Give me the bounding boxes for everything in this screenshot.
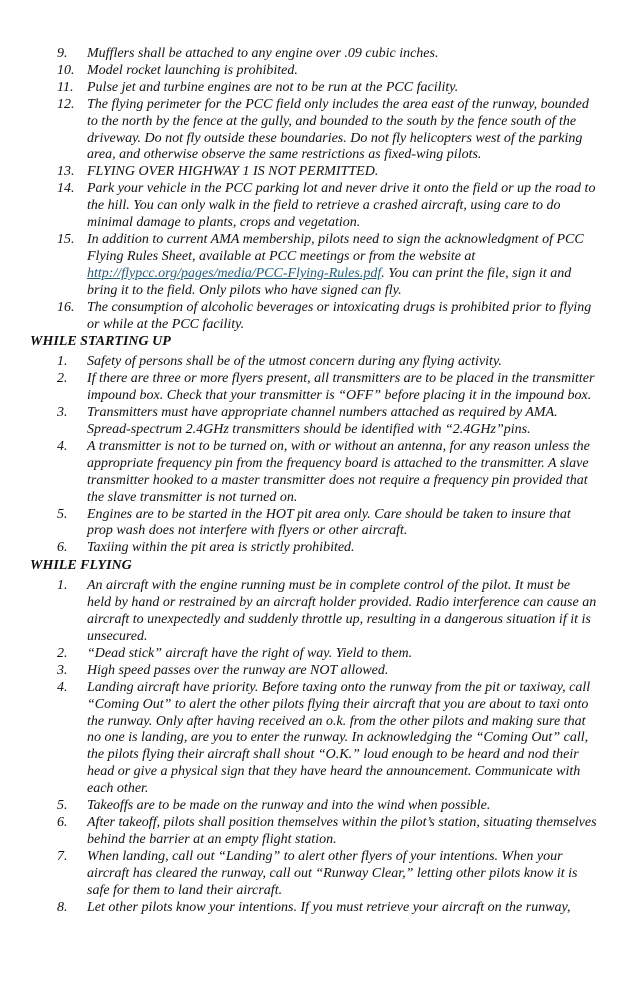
list-item — [0, 798, 638, 815]
item-number: 6. — [57, 540, 68, 556]
list-item — [0, 181, 638, 232]
list-item — [0, 646, 638, 663]
list-item — [0, 540, 638, 557]
list-item — [0, 405, 638, 439]
item-number: 2. — [57, 645, 68, 661]
item-text: Takeoffs are to be made on the runway and into the wind when possible. — [87, 798, 491, 814]
item-text: Taxiing within the pit area is strictly prohibited. — [87, 540, 355, 556]
item-text: Safety of persons shall be of the utmost concern during any flying activity. — [87, 354, 502, 370]
item-text-after-link: . You can print the file, sign it and bring it to the field. Only pilots who have signed can fly. — [87, 265, 572, 298]
item-text — [87, 232, 597, 300]
item-number: 12. — [57, 96, 75, 112]
item-number: 3. — [57, 662, 68, 678]
rules-list-continued — [0, 46, 638, 333]
item-number: 7. — [57, 848, 68, 864]
list-item — [0, 232, 638, 300]
item-number: 4. — [57, 438, 68, 454]
item-text: When landing, call out “Landing” to alert other flyers of your intentions. When your aircraft has cleared the runway, call out “Runway Clear,” letting other pilots know it is safe for them to land their aircraft. — [87, 848, 578, 898]
item-text: High speed passes over the runway are NOT allowed. — [87, 662, 389, 678]
item-number: 14. — [57, 181, 75, 197]
list-item — [0, 371, 638, 405]
item-number: 6. — [57, 814, 68, 830]
item-text: Park your vehicle in the PCC parking lot and never drive it onto the field or up the road to the hill. You can only walk in the field to retrieve a crashed aircraft, using care to do minimal damage to plants, crops and vegetation. — [87, 181, 596, 231]
list-item — [0, 900, 638, 917]
item-text: Engines are to be started in the HOT pit area only. Care should be taken to insure that prop wash does not interfere with flyers or other aircraft. — [87, 506, 571, 539]
list-item — [0, 97, 638, 165]
item-text: Mufflers shall be attached to any engine over .09 cubic inches. — [87, 46, 439, 61]
rules-pdf-link[interactable]: http://flypcc.org/pages/media/PCC-Flying-Rules.pdf — [87, 265, 382, 281]
item-text: An aircraft with the engine running must be in complete control of the pilot. It must be held by hand or restrained by an aircraft holder provided. Radio interference can cause an aircraft to unexpectedly and suddenly throttle up, resulting in a dangerous situation if it is unsecured. — [87, 578, 597, 644]
list-item — [0, 46, 638, 63]
item-text: The consumption of alcoholic beverages or intoxicating drugs is prohibited prior to flying or while at the PCC facility. — [87, 299, 592, 332]
item-number: 8. — [57, 899, 68, 915]
item-text: FLYING OVER HIGHWAY 1 IS NOT PERMITTED. — [87, 164, 379, 180]
list-item — [0, 578, 638, 646]
list-item — [0, 354, 638, 371]
item-number: 15. — [57, 231, 75, 247]
list-item — [0, 849, 638, 900]
item-number: 9. — [57, 46, 68, 61]
item-number: 3. — [57, 405, 68, 421]
list-item — [0, 80, 638, 97]
list-item — [0, 680, 638, 798]
item-text: Let other pilots know your intentions. If you must retrieve your aircraft on the runway, — [87, 899, 571, 915]
item-text: “Dead stick” aircraft have the right of way. Yield to them. — [87, 645, 413, 661]
list-item — [0, 63, 638, 80]
item-text: Pulse jet and turbine engines are not to be run at the PCC facility. — [87, 79, 459, 95]
list-item — [0, 663, 638, 680]
item-number: 13. — [57, 164, 75, 180]
item-number: 4. — [57, 679, 68, 695]
document-page — [0, 46, 638, 916]
item-number: 5. — [57, 798, 68, 814]
section-heading-flying: WHILE FLYING — [30, 558, 132, 574]
item-number: 1. — [57, 354, 68, 370]
item-text: The flying perimeter for the PCC field only includes the area east of the runway, bounded to the north by the fence at the gully, and bounded to the south by the fence south of the driveway. Do not fly outside these boundaries. Do not fly helicopters west of the parking area, and otherwise observe the same restrictions as fixed-wing pilots. — [87, 96, 589, 163]
starting-up-list — [0, 354, 638, 557]
list-item — [0, 300, 638, 334]
section-heading-starting-up: WHILE STARTING UP — [30, 334, 171, 350]
item-text: Model rocket launching is prohibited. — [87, 62, 298, 78]
list-item — [0, 507, 638, 541]
item-number: 5. — [57, 506, 68, 522]
item-number: 1. — [57, 578, 68, 594]
list-item — [0, 815, 638, 849]
item-text: A transmitter is not to be turned on, with or without an antenna, for any reason unless the appropriate frequency pin from the frequency board is attached to the transmitter. A slave transmitter hooked to a master transmitter does not require a frequency pin provided that the slave transmitter is not turned on. — [87, 438, 590, 505]
flying-list — [0, 578, 638, 916]
item-number: 2. — [57, 371, 68, 387]
item-number: 16. — [57, 299, 75, 315]
item-text: After takeoff, pilots shall position themselves within the pilot’s station, situating themselves behind the barrier at an empty flight station. — [87, 814, 597, 847]
item-number: 11. — [57, 79, 74, 95]
list-item — [0, 164, 638, 181]
item-number: 10. — [57, 62, 75, 78]
item-text-before-link: In addition to current AMA membership, pilots need to sign the acknowledgment of PCC Flying Rules Sheet, available at PCC meetings or from the website at — [87, 231, 584, 264]
item-text: Transmitters must have appropriate channel numbers attached as required by AMA. Spread-spectrum 2.4GHz transmitters should be identified with “2.4GHz”pins. — [87, 405, 558, 438]
item-text: Landing aircraft have priority. Before taxing onto the runway from the pit or taxiway, call “Coming Out” to alert the other pilots flying their aircraft that you are about to taxi onto the runway. Only after having received an o.k. from the other pilots and making sure that no one is landing, are you to enter the runway. In acknowledging the “Coming Out” call, the pilots flying their aircraft shall shout “O.K.” loud enough to be heard and nod their head or give a physical sign that they have heard the announcement. Communicate with each other. — [87, 679, 591, 797]
item-text: If there are three or more flyers present, all transmitters are to be placed in the transmitter impound box. Check that your transmitter is “OFF” before placing it in the impound box. — [87, 371, 595, 404]
list-item — [0, 439, 638, 507]
